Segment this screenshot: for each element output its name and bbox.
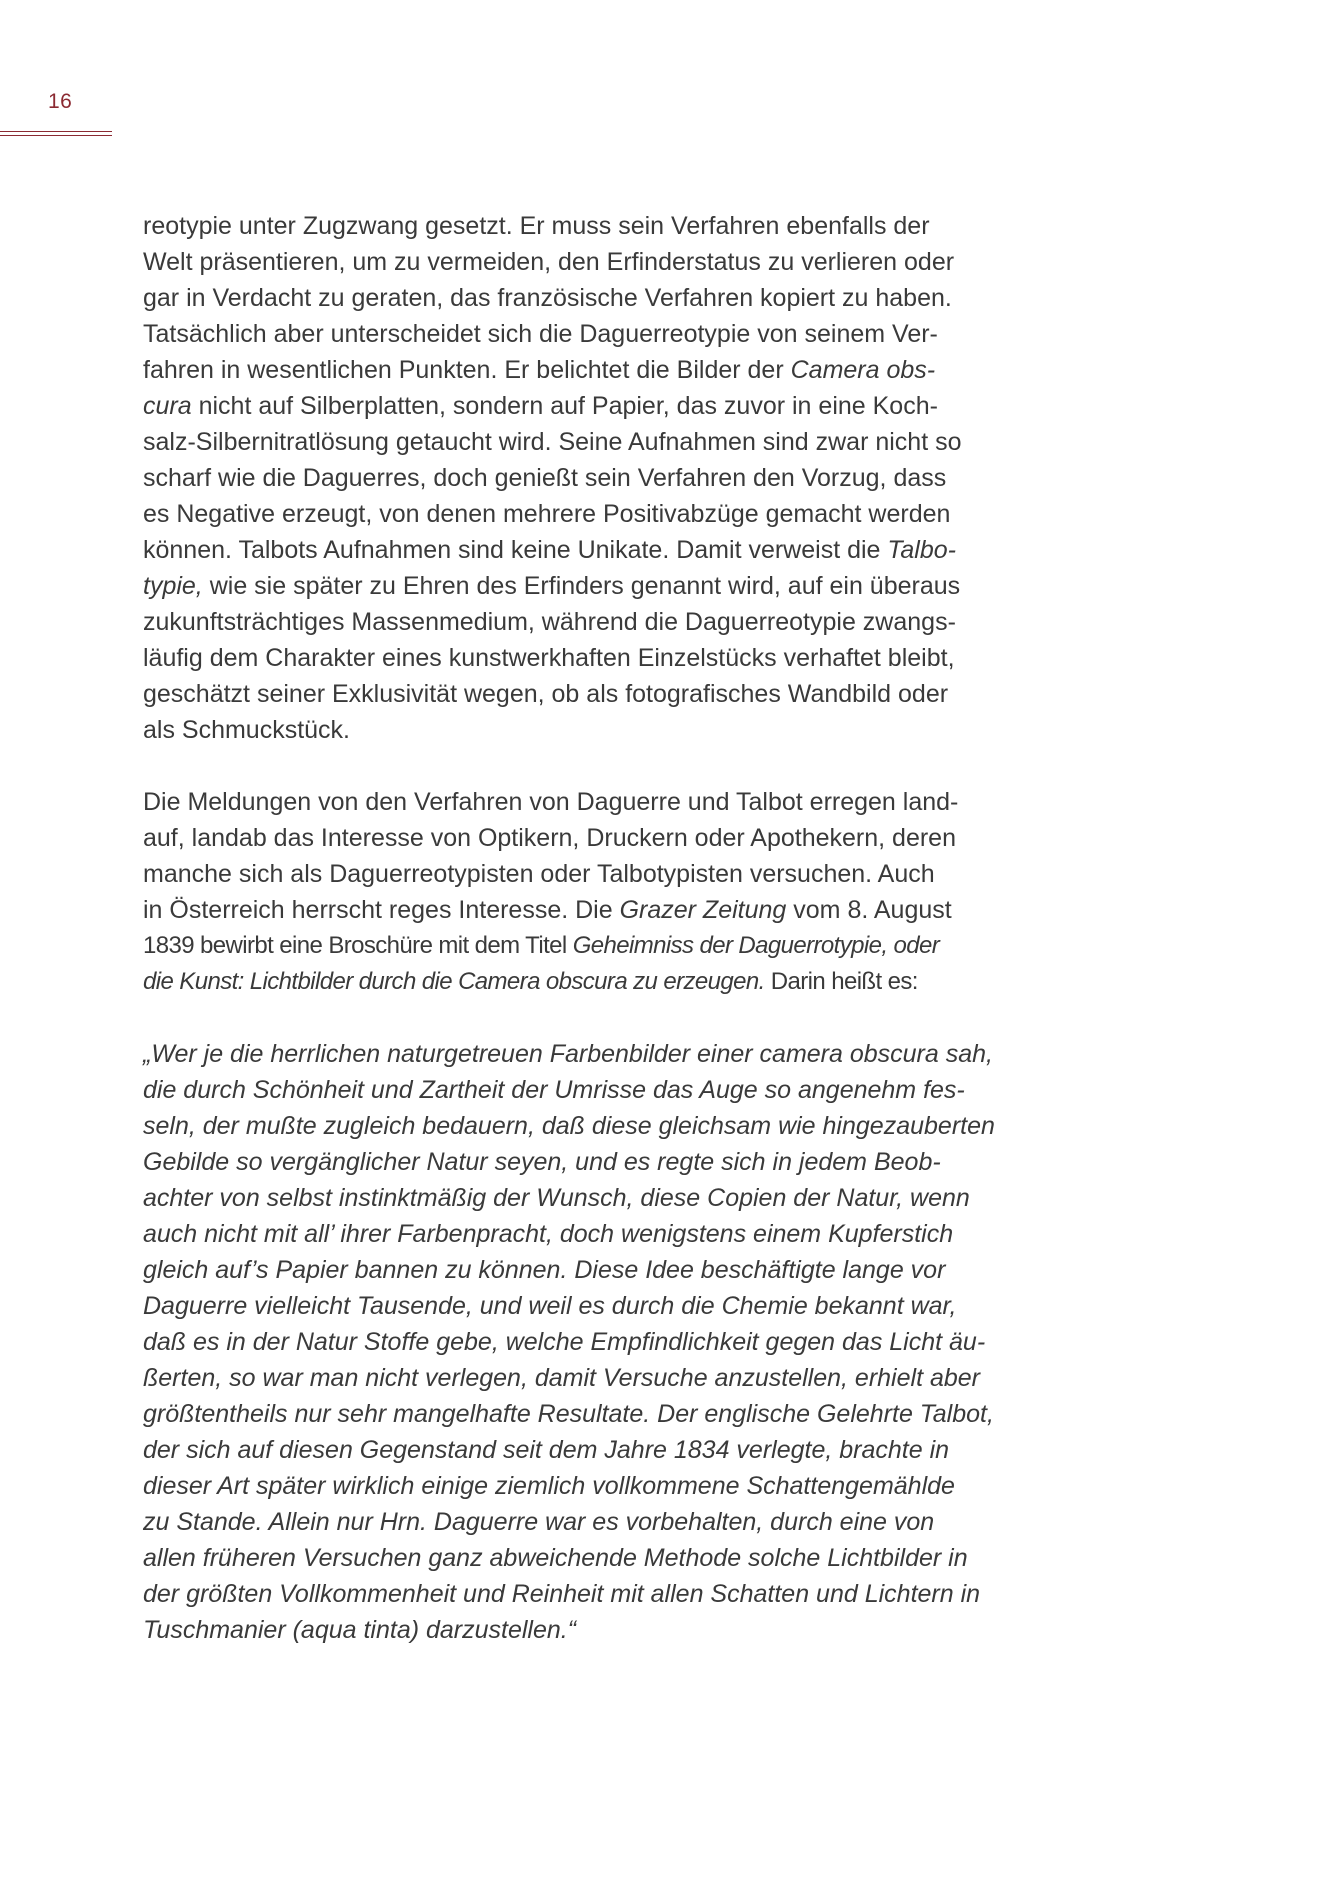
quote-line: auch nicht mit all’ ihrer Farbenpracht, doch wenigstens einem Kupferstich [143, 1220, 954, 1248]
quote-line: zu Stande. Allein nur Hrn. Daguerre war es vorbehalten, durch eine von [143, 1508, 935, 1536]
quote-line: seln, der mußte zugleich bedauern, daß diese gleichsam wie hingezauberten [143, 1112, 995, 1140]
body-text [143, 208, 1033, 1648]
italic-term: Grazer Zeitung [619, 896, 787, 924]
text-line: zukunftsträchtiges Massenmedium, während die Daguerreotypie zwangs- [143, 608, 956, 636]
text-line: geschätzt seiner Exklusivität wegen, ob als fotografisches Wandbild oder [143, 680, 949, 708]
paragraph-2 [143, 784, 1033, 1000]
quote-line: allen früheren Versuchen ganz abweichende Methode solche Lichtbilder in [143, 1544, 968, 1572]
text-line: Welt präsentieren, um zu vermeiden, den Erfinderstatus zu verlieren oder [143, 248, 955, 276]
text-line: die Kunst: Lichtbilder durch die Camera obscura zu erzeugen. Darin heißt es: [143, 968, 918, 995]
text-line: läufig dem Charakter eines kunstwerkhaften Einzelstücks verhaftet bleibt, [143, 644, 955, 672]
quote-line: daß es in der Natur Stoffe gebe, welche Empfindlichkeit gegen das Licht äu- [143, 1328, 986, 1356]
text-line: auf, landab das Interesse von Optikern, Druckern oder Apothekern, deren [143, 824, 956, 852]
quote-line: ßerten, so war man nicht verlegen, damit Versuche anzustellen, erhielt aber [143, 1364, 980, 1392]
paragraph-spacer [143, 748, 1033, 784]
quote-line: der sich auf diesen Gegenstand seit dem Jahre 1834 verlegte, brachte in [143, 1436, 950, 1464]
text-line: gar in Verdacht zu geraten, das französische Verfahren kopiert zu haben. [143, 284, 952, 312]
text-line: fahren in wesentlichen Punkten. Er belichtet die Bilder der Camera obs- [143, 356, 936, 384]
text-line: salz-Silbernitratlösung getaucht wird. Seine Aufnahmen sind zwar nicht so [143, 428, 962, 456]
text-line: typie, wie sie später zu Ehren des Erfinders genannt wird, auf ein überaus [143, 572, 961, 600]
quote-line: „Wer je die herrlichen naturgetreuen Farbenbilder einer camera obscura sah, [143, 1040, 993, 1068]
quote-line: gleich auf’s Papier bannen zu können. Diese Idee beschäftigte lange vor [143, 1256, 946, 1284]
header-rule-bottom [0, 135, 112, 136]
text-line: 1839 bewirbt eine Broschüre mit dem Titel Geheimniss der Daguerrotypie, oder [143, 932, 940, 959]
paragraph-1 [143, 208, 1033, 748]
quote-line: Daguerre vielleicht Tausende, und weil es durch die Chemie bekannt war, [143, 1292, 957, 1320]
italic-term: cura [143, 392, 192, 420]
text-line: es Negative erzeugt, von denen mehrere Positivabzüge gemacht werden [143, 500, 951, 528]
italic-term: Talbo- [887, 536, 956, 564]
italic-term: typie, [143, 572, 203, 600]
page-number: 16 [48, 90, 73, 113]
quote-line: dieser Art später wirklich einige ziemlich vollkommene Schattengemählde [143, 1472, 955, 1500]
text-line: Die Meldungen von den Verfahren von Daguerre und Talbot erregen land- [143, 788, 959, 816]
text-line: in Österreich herrscht reges Interesse. Die Grazer Zeitung vom 8. August [143, 896, 952, 924]
quote-line: die durch Schönheit und Zartheit der Umrisse das Auge so angenehm fes- [143, 1076, 965, 1104]
header-rule-top [0, 131, 112, 132]
italic-term: Camera obs- [790, 356, 936, 384]
block-quote [143, 1036, 1033, 1648]
text-line: reotypie unter Zugzwang gesetzt. Er muss sein Verfahren ebenfalls der [143, 212, 930, 240]
text-line: als Schmuckstück. [143, 716, 351, 744]
text-line: manche sich als Daguerreotypisten oder Talbotypisten versuchen. Auch [143, 860, 935, 888]
quote-line: der größten Vollkommenheit und Reinheit mit allen Schatten und Lichtern in [143, 1580, 981, 1608]
paragraph-spacer [143, 1000, 1033, 1036]
quote-line: Gebilde so vergänglicher Natur seyen, und es regte sich in jedem Beob- [143, 1148, 941, 1176]
text-line: können. Talbots Aufnahmen sind keine Unikate. Damit verweist die Talbo- [143, 536, 956, 564]
quote-line: Tuschmanier (aqua tinta) darzustellen.“ [143, 1616, 577, 1644]
italic-title: die Kunst: Lichtbilder durch die Camera obscura zu erzeugen. [143, 968, 765, 995]
quote-line: größtentheils nur sehr mangelhafte Resultate. Der englische Gelehrte Talbot, [143, 1400, 994, 1428]
quote-line: achter von selbst instinktmäßig der Wunsch, diese Copien der Natur, wenn [143, 1184, 970, 1212]
text-line: cura nicht auf Silberplatten, sondern auf Papier, das zuvor in eine Koch- [143, 392, 938, 420]
text-line: scharf wie die Daguerres, doch genießt sein Verfahren den Vorzug, dass [143, 464, 947, 492]
italic-title: Geheimniss der Daguerrotypie, oder [572, 932, 940, 959]
text-line: Tatsächlich aber unterscheidet sich die Daguerreotypie von seinem Ver- [143, 320, 938, 348]
